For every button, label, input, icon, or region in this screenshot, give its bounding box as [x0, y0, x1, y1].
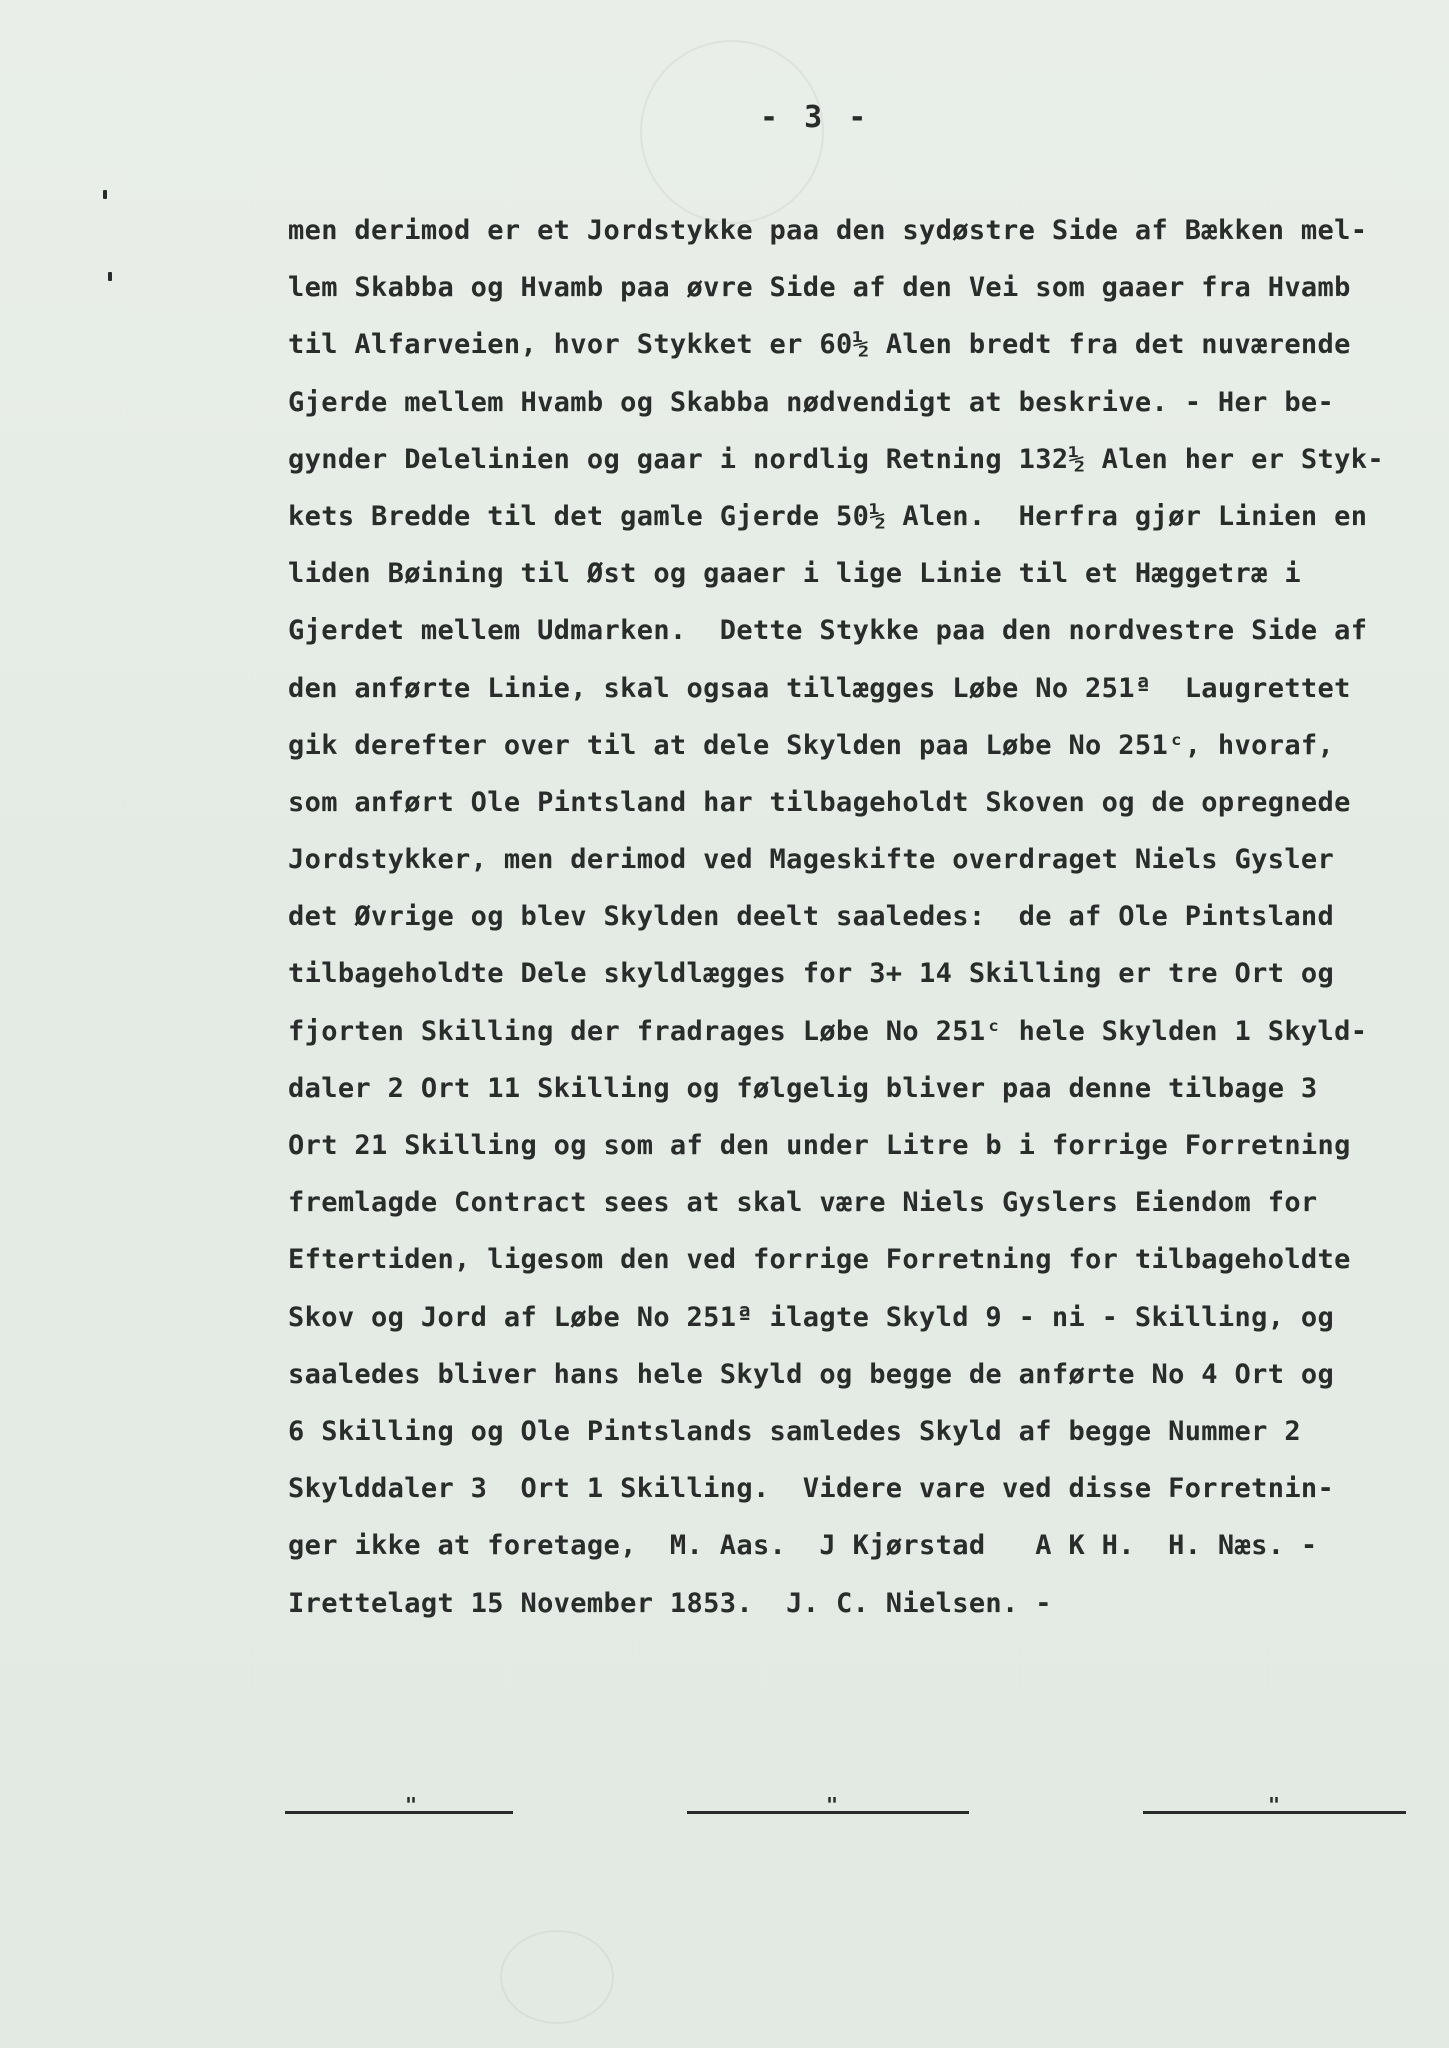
text-line: den anførte Linie, skal ogsaa tillægges Løbe No 251ª Laugrettet	[288, 672, 1351, 704]
margin-mark	[103, 190, 107, 199]
text-line: Jordstykker, men derimod ved Mageskifte overdraget Niels Gysler	[288, 844, 1335, 876]
faint-stamp-mark-lower	[500, 1930, 614, 2024]
text-line: Skov og Jord af Løbe No 251ª ilagte Skyld 9 - ni - Skilling, og	[288, 1301, 1335, 1333]
text-line: Skylddaler 3 Ort 1 Skilling. Videre vare ved disse Forretnin-	[288, 1473, 1335, 1505]
text-line: liden Bøining til Øst og gaaer i lige Linie til et Hæggetræ i	[288, 558, 1301, 590]
text-line: men derimod er et Jordstykke paa den sydøstre Side af Bækken mel-	[288, 215, 1368, 246]
text-line: Eftertiden, ligesom den ved forrige Forretning for tilbageholdte	[288, 1244, 1351, 1276]
text-line: tilbageholdte Dele skyldlægges for 3+ 14 Skilling er tre Ort og	[288, 958, 1335, 990]
text-line: fjorten Skilling der fradrages Løbe No 251ᶜ hele Skylden 1 Skyld-	[288, 1015, 1368, 1047]
margin-mark	[108, 272, 112, 281]
text-line: Irettelagt 15 November 1853. J. C. Nielsen. -	[288, 1587, 1052, 1619]
ditto-mark: "	[405, 1793, 418, 1817]
text-line: gik derefter over til at dele Skylden paa Løbe No 251ᶜ, hvoraf,	[288, 729, 1335, 761]
text-line: det Øvrige og blev Skylden deelt saaledes: de af Ole Pintsland	[288, 901, 1335, 933]
text-line: 6 Skilling og Ole Pintslands samledes Skyld af begge Nummer 2	[288, 1415, 1301, 1447]
text-line: ger ikke at foretage, M. Aas. J Kjørstad A K H. H. Næs. -	[288, 1530, 1318, 1562]
text-line: daler 2 Ort 11 Skilling og følgelig bliver paa denne tilbage 3	[288, 1072, 1318, 1104]
text-line: kets Bredde til det gamle Gjerde 50½ Alen. Herfra gjør Linien en	[288, 500, 1368, 532]
text-line: fremlagde Contract sees at skal være Niels Gyslers Eiendom for	[288, 1187, 1318, 1219]
page-number: - 3 -	[760, 100, 871, 135]
signature-rule-left	[285, 1811, 513, 1814]
text-line: som anført Ole Pintsland har tilbageholdt Skoven og de opregnede	[288, 786, 1351, 818]
document-body	[288, 202, 1428, 1632]
text-line: lem Skabba og Hvamb paa øvre Side af den Vei som gaaer fra Hvamb	[288, 272, 1351, 304]
text-line: saaledes bliver hans hele Skyld og begge de anførte No 4 Ort og	[288, 1358, 1335, 1390]
text-line: Gjerdet mellem Udmarken. Dette Stykke paa den nordvestre Side af	[288, 615, 1368, 647]
text-line: til Alfarveien, hvor Stykket er 60½ Alen bredt fra det nuværende	[288, 329, 1351, 361]
text-line: gynder Delelinien og gaar i nordlig Retning 132½ Alen her er Styk-	[288, 443, 1384, 475]
text-line: Gjerde mellem Hvamb og Skabba nødvendigt at beskrive. - Her be-	[288, 386, 1335, 418]
text-line: Ort 21 Skilling og som af den under Litre b i forrige Forretning	[288, 1130, 1351, 1161]
ditto-mark: "	[1268, 1793, 1281, 1817]
ditto-mark: "	[826, 1793, 839, 1817]
